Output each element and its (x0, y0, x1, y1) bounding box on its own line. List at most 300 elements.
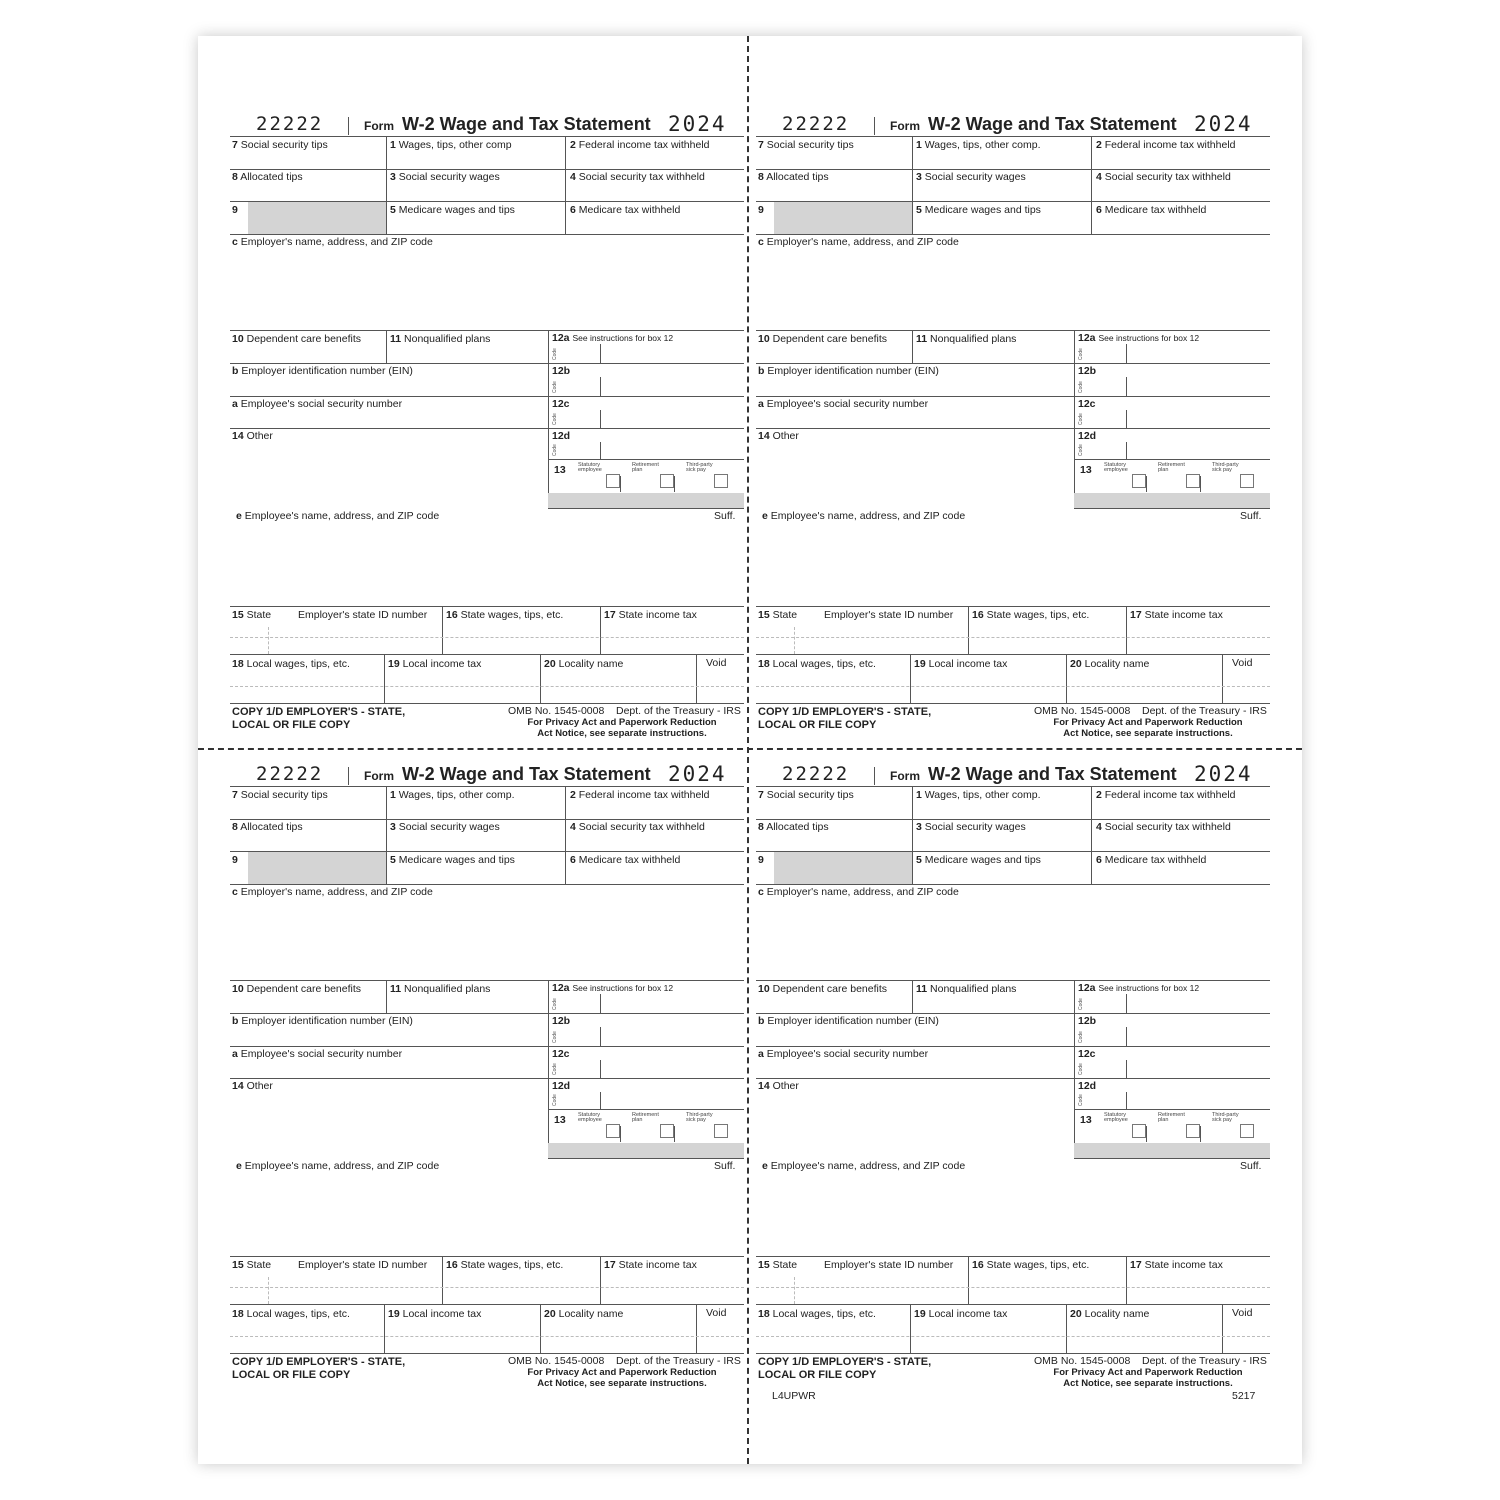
box-7-label-number: 7 (232, 139, 238, 151)
box-20-label-number: 20 (1070, 658, 1082, 670)
box-4-label (570, 171, 705, 183)
third-party-checkbox[interactable] (1240, 1124, 1254, 1138)
code-label: Code (1078, 998, 1084, 1010)
box-4-label-number: 4 (1096, 821, 1102, 833)
box-4-label-number: 4 (570, 821, 576, 833)
void-label: Void (706, 657, 727, 669)
dept-treasury: Dept. of the Treasury - IRS (1142, 705, 1267, 717)
box-6-label-number: 6 (1096, 854, 1102, 866)
box-16-label-text: State wages, tips, etc. (460, 1259, 564, 1271)
box-5-label (916, 854, 1041, 866)
box-6-label (1096, 854, 1206, 866)
box-16-label (972, 1259, 1089, 1271)
box-19-label-text: Local income tax (928, 658, 1008, 670)
box-15-label-text: State (246, 609, 272, 621)
box-15-label (758, 1259, 797, 1271)
box-7-label (758, 139, 854, 151)
box-c-label-number: c (232, 236, 238, 248)
form-copy-top-right (756, 112, 1270, 739)
dept-treasury: Dept. of the Treasury - IRS (616, 1355, 741, 1367)
box-11-label-number: 11 (916, 983, 928, 995)
box-17-label (604, 609, 697, 621)
box-12a-number: 12a (552, 982, 570, 994)
box-c-label (232, 886, 433, 898)
box-8-label-number: 8 (758, 171, 764, 183)
box-7-label-text: Social security tips (766, 789, 854, 801)
privacy-line-1: For Privacy Act and Paperwork Reduction (1053, 1367, 1243, 1378)
form-word: Form (890, 119, 920, 133)
box-9-shading (774, 202, 912, 234)
privacy-line-2: Act Notice, see separate instructions. (1063, 727, 1233, 739)
form-code: 22222 (256, 113, 324, 135)
vertical-cut-line (747, 36, 749, 1464)
box-3-label-number: 3 (916, 171, 922, 183)
box-16-label (446, 609, 563, 621)
box-15-label (232, 1259, 271, 1271)
privacy-line-2: Act Notice, see separate instructions. (537, 727, 707, 739)
box-19-label-number: 19 (388, 658, 400, 670)
box-10-label-text: Dependent care benefits (246, 333, 362, 345)
box-11-label-number: 11 (916, 333, 928, 345)
third-party-sick-pay-label: Third-party sick pay (1212, 1112, 1239, 1123)
box-18-label-text: Local wages, tips, etc. (772, 1308, 876, 1320)
box-15-label-number: 15 (232, 1259, 244, 1271)
code-label: Code (1078, 1031, 1084, 1043)
box-a-label (758, 1048, 928, 1060)
box-18-label-text: Local wages, tips, etc. (246, 658, 350, 670)
box-10-label-number: 10 (232, 983, 244, 995)
box-3-label-text: Social security wages (924, 821, 1026, 833)
box-5-label-number: 5 (390, 204, 396, 216)
box-2-label-number: 2 (570, 789, 576, 801)
box-8-label-number: 8 (232, 171, 238, 183)
box-8-label (232, 171, 303, 183)
box-4-label (1096, 821, 1231, 833)
copy-line-1: COPY 1/D EMPLOYER'S - STATE, (758, 706, 932, 718)
box-2-label (1096, 789, 1236, 801)
third-party-checkbox[interactable] (1240, 474, 1254, 488)
box-19-label (388, 658, 481, 670)
box-12b-label: 12b (552, 365, 571, 377)
box-17-label-text: State income tax (618, 1259, 697, 1271)
box-6-label-number: 6 (570, 854, 576, 866)
box-3-label (916, 171, 1026, 183)
box-12a-number: 12a (1078, 982, 1096, 994)
box-20-label-text: Locality name (1084, 1308, 1150, 1320)
box-1-label-text: Wages, tips, other comp (398, 139, 512, 151)
box-11-label-text: Nonqualified plans (930, 333, 1017, 345)
copy-line-1: COPY 1/D EMPLOYER'S - STATE, (232, 1356, 406, 1368)
third-party-sick-pay-label: Third-party sick pay (686, 1112, 713, 1123)
footer-left-code: L4UPWR (772, 1390, 816, 1402)
box-3-label (390, 171, 500, 183)
box-a-label-number: a (758, 398, 764, 410)
code-label: Code (552, 1094, 558, 1106)
box-6-label (570, 854, 680, 866)
form-word: Form (364, 119, 394, 133)
copy-designation (232, 706, 405, 732)
box-8-label (758, 171, 829, 183)
box-17-label-number: 17 (1130, 609, 1142, 621)
box-18-label (758, 658, 876, 670)
box-b-label-number: b (758, 365, 765, 377)
box-e-label (236, 510, 439, 522)
box-19-label (388, 1308, 481, 1320)
privacy-line-2: Act Notice, see separate instructions. (1063, 1377, 1233, 1389)
box-12a-text: See instructions for box 12 (572, 333, 674, 343)
box-16-label-number: 16 (446, 1259, 458, 1271)
box-b-label-number: b (758, 1015, 765, 1027)
void-label: Void (706, 1307, 727, 1319)
box-12a-label (552, 982, 673, 994)
form-title: W-2 Wage and Tax Statement (402, 764, 651, 784)
box-4-label (1096, 171, 1231, 183)
box-14-label-text: Other (772, 430, 799, 442)
code-label: Code (552, 998, 558, 1010)
box-8-label-number: 8 (232, 821, 238, 833)
box-1-label-number: 1 (390, 789, 396, 801)
box-6-label-text: Medicare tax withheld (578, 204, 681, 216)
box-8-label (232, 821, 303, 833)
box-15-label-number: 15 (758, 1259, 770, 1271)
box-19-label-number: 19 (914, 1308, 926, 1320)
box-20-label (544, 1308, 623, 1320)
box-18-label (232, 658, 350, 670)
form-year: 2024 (1194, 112, 1253, 136)
box-13-label: 13 (554, 464, 566, 476)
dept-treasury: Dept. of the Treasury - IRS (1142, 1355, 1267, 1367)
box-19-label-number: 19 (388, 1308, 400, 1320)
box-9-number: 9 (232, 204, 238, 216)
copy-line-2: LOCAL OR FILE COPY (758, 719, 877, 731)
box-18-label (758, 1308, 876, 1320)
retirement-checkbox[interactable] (1186, 1124, 1200, 1138)
box-12a-number: 12a (552, 332, 570, 344)
box-9-number: 9 (758, 854, 764, 866)
box-15-label-number: 15 (232, 609, 244, 621)
box-b-label (758, 1015, 939, 1027)
box-b-label-text: Employer identification number (EIN) (767, 1015, 939, 1027)
box-18-label-number: 18 (758, 1308, 770, 1320)
box-14-label-text: Other (246, 1080, 273, 1092)
box-15-label-text: State (772, 609, 798, 621)
retirement-plan-label: Retirement plan (1158, 462, 1185, 473)
third-party-sick-pay-label: Third-party sick pay (1212, 462, 1239, 473)
box-9-shading (248, 202, 386, 234)
box-1-label-number: 1 (916, 789, 922, 801)
box-14-label-text: Other (772, 1080, 799, 1092)
box-b-label (232, 1015, 413, 1027)
copy-line-1: COPY 1/D EMPLOYER'S - STATE, (232, 706, 406, 718)
box-2-label-text: Federal income tax withheld (578, 789, 710, 801)
box-12d-label: 12d (1078, 430, 1097, 442)
box-2-label-number: 2 (1096, 789, 1102, 801)
suffix-label: Suff. (1240, 510, 1262, 522)
form-copy-top-left (230, 112, 744, 739)
box-20-label-number: 20 (544, 1308, 556, 1320)
box-b-label (232, 365, 413, 377)
form-code: 22222 (256, 763, 324, 785)
horizontal-cut-line (198, 748, 1302, 750)
form-year: 2024 (668, 112, 727, 136)
box-9-number: 9 (232, 854, 238, 866)
box-19-label (914, 658, 1007, 670)
box-9-number: 9 (758, 204, 764, 216)
retirement-checkbox[interactable] (660, 1124, 674, 1138)
box-7-label-text: Social security tips (240, 789, 328, 801)
box-17-label-text: State income tax (1144, 1259, 1223, 1271)
box-7-label-text: Social security tips (240, 139, 328, 151)
box-16-label (972, 609, 1089, 621)
employer-state-id-label: Employer's state ID number (824, 1259, 954, 1271)
box-13-shading (1074, 493, 1270, 508)
box-4-label-text: Social security tax withheld (578, 171, 705, 183)
box-17-label-text: State income tax (1144, 609, 1223, 621)
box-13-label: 13 (554, 1114, 566, 1126)
statutory-checkbox[interactable] (1132, 474, 1146, 488)
box-1-label-text: Wages, tips, other comp. (924, 139, 1041, 151)
box-20-label-number: 20 (544, 658, 556, 670)
code-label: Code (552, 444, 558, 456)
box-10-label (758, 333, 887, 345)
box-1-label-number: 1 (390, 139, 396, 151)
box-2-label-text: Federal income tax withheld (578, 139, 710, 151)
box-2-label-text: Federal income tax withheld (1104, 789, 1236, 801)
privacy-notice (1028, 1368, 1268, 1389)
box-17-label (1130, 1259, 1223, 1271)
box-1-label-text: Wages, tips, other comp. (924, 789, 1041, 801)
code-label: Code (1078, 1094, 1084, 1106)
box-a-label-number: a (232, 398, 238, 410)
box-9-label (758, 204, 764, 216)
box-7-label-text: Social security tips (766, 139, 854, 151)
box-5-label-text: Medicare wages and tips (924, 204, 1041, 216)
box-9-shading (774, 852, 912, 884)
box-18-label (232, 1308, 350, 1320)
box-17-label-text: State income tax (618, 609, 697, 621)
box-b-label-text: Employer identification number (EIN) (241, 1015, 413, 1027)
box-19-label-text: Local income tax (402, 1308, 482, 1320)
box-7-label-number: 7 (758, 139, 764, 151)
box-6-label-text: Medicare tax withheld (578, 854, 681, 866)
box-14-label (232, 1080, 273, 1092)
box-20-label (1070, 658, 1149, 670)
box-11-label (916, 333, 1016, 345)
copy-designation (758, 706, 931, 732)
box-2-label-number: 2 (570, 139, 576, 151)
copy-line-2: LOCAL OR FILE COPY (232, 719, 351, 731)
box-e-label-text: Employee's name, address, and ZIP code (244, 1160, 440, 1172)
box-16-label-text: State wages, tips, etc. (986, 1259, 1090, 1271)
code-label: Code (1078, 348, 1084, 360)
box-e-label-number: e (762, 1160, 768, 1172)
privacy-notice (1028, 718, 1268, 739)
box-17-label-number: 17 (604, 609, 616, 621)
void-label: Void (1232, 657, 1253, 669)
box-b-label-text: Employer identification number (EIN) (241, 365, 413, 377)
statutory-employee-label: Statutory employee (1104, 462, 1128, 473)
privacy-line-1: For Privacy Act and Paperwork Reduction (1053, 717, 1243, 728)
code-label: Code (552, 1063, 558, 1075)
retirement-checkbox[interactable] (660, 474, 674, 488)
code-label: Code (552, 413, 558, 425)
box-c-label-text: Employer's name, address, and ZIP code (766, 236, 959, 248)
box-7-label (232, 139, 328, 151)
box-6-label (570, 204, 680, 216)
third-party-checkbox[interactable] (714, 1124, 728, 1138)
box-18-label-text: Local wages, tips, etc. (246, 1308, 350, 1320)
box-b-label-number: b (232, 365, 239, 377)
box-3-label-text: Social security wages (398, 171, 500, 183)
statutory-checkbox[interactable] (606, 474, 620, 488)
suffix-label: Suff. (1240, 1160, 1262, 1172)
code-label: Code (552, 348, 558, 360)
box-13-label: 13 (1080, 1114, 1092, 1126)
form-title: W-2 Wage and Tax Statement (928, 114, 1177, 134)
box-7-label-number: 7 (758, 789, 764, 801)
box-5-label (916, 204, 1041, 216)
void-label: Void (1232, 1307, 1253, 1319)
box-e-label-text: Employee's name, address, and ZIP code (244, 510, 440, 522)
box-13-label: 13 (1080, 464, 1092, 476)
box-12c-label: 12c (1078, 1048, 1096, 1060)
box-11-label (916, 983, 1016, 995)
box-6-label-number: 6 (1096, 204, 1102, 216)
box-4-label-text: Social security tax withheld (1104, 821, 1231, 833)
box-14-label (758, 430, 799, 442)
box-20-label-text: Locality name (558, 658, 624, 670)
form-code: 22222 (782, 113, 850, 135)
box-3-label-text: Social security wages (398, 821, 500, 833)
code-label: Code (1078, 444, 1084, 456)
box-12d-label: 12d (1078, 1080, 1097, 1092)
retirement-plan-label: Retirement plan (632, 462, 659, 473)
box-16-label (446, 1259, 563, 1271)
copy-line-2: LOCAL OR FILE COPY (758, 1369, 877, 1381)
box-10-label (758, 983, 887, 995)
box-6-label-number: 6 (570, 204, 576, 216)
box-16-label-text: State wages, tips, etc. (986, 609, 1090, 621)
statutory-checkbox[interactable] (606, 1124, 620, 1138)
box-e-label-number: e (762, 510, 768, 522)
box-19-label (914, 1308, 1007, 1320)
box-c-label (758, 886, 959, 898)
box-1-label-text: Wages, tips, other comp. (398, 789, 515, 801)
privacy-line-2: Act Notice, see separate instructions. (537, 1377, 707, 1389)
statutory-checkbox[interactable] (1132, 1124, 1146, 1138)
form-title: W-2 Wage and Tax Statement (402, 114, 651, 134)
box-19-label-text: Local income tax (928, 1308, 1008, 1320)
box-15-label-text: State (772, 1259, 798, 1271)
box-20-label-text: Locality name (1084, 658, 1150, 670)
box-c-label (758, 236, 959, 248)
omb-number: OMB No. 1545-0008 (1034, 1355, 1131, 1367)
box-15-label-text: State (246, 1259, 272, 1271)
box-a-label-text: Employee's social security number (240, 1048, 403, 1060)
omb-number: OMB No. 1545-0008 (1034, 705, 1131, 717)
box-10-label-number: 10 (232, 333, 244, 345)
box-c-label (232, 236, 433, 248)
form-word: Form (364, 769, 394, 783)
box-a-label-text: Employee's social security number (766, 1048, 929, 1060)
box-10-label-number: 10 (758, 983, 770, 995)
box-2-label (570, 139, 710, 151)
box-a-label (758, 398, 928, 410)
box-12a-label (1078, 332, 1199, 344)
box-12a-label (552, 332, 673, 344)
box-1-label-number: 1 (916, 139, 922, 151)
box-11-label-number: 11 (390, 333, 402, 345)
code-label: Code (1078, 381, 1084, 393)
box-1-label (916, 139, 1041, 151)
box-12a-text: See instructions for box 12 (572, 983, 674, 993)
box-11-label-number: 11 (390, 983, 402, 995)
privacy-notice (502, 1368, 742, 1389)
box-a-label-text: Employee's social security number (240, 398, 403, 410)
omb-number: OMB No. 1545-0008 (508, 1355, 605, 1367)
box-12c-label: 12c (1078, 398, 1096, 410)
statutory-employee-label: Statutory employee (578, 462, 602, 473)
retirement-checkbox[interactable] (1186, 474, 1200, 488)
code-label: Code (552, 381, 558, 393)
box-17-label-number: 17 (1130, 1259, 1142, 1271)
box-2-label-number: 2 (1096, 139, 1102, 151)
box-18-label-number: 18 (232, 1308, 244, 1320)
box-20-label (544, 658, 623, 670)
box-a-label-number: a (232, 1048, 238, 1060)
form-word: Form (890, 769, 920, 783)
box-5-label (390, 854, 515, 866)
copy-designation (232, 1356, 405, 1382)
box-14-label-number: 14 (758, 1080, 770, 1092)
statutory-employee-label: Statutory employee (578, 1112, 602, 1123)
statutory-employee-label: Statutory employee (1104, 1112, 1128, 1123)
copy-line-2: LOCAL OR FILE COPY (232, 1369, 351, 1381)
box-c-label-text: Employer's name, address, and ZIP code (240, 236, 433, 248)
box-18-label-number: 18 (232, 658, 244, 670)
box-10-label-text: Dependent care benefits (246, 983, 362, 995)
box-19-label-text: Local income tax (402, 658, 482, 670)
box-4-label-text: Social security tax withheld (578, 821, 705, 833)
omb-number: OMB No. 1545-0008 (508, 705, 605, 717)
box-3-label-number: 3 (390, 171, 396, 183)
box-e-label-number: e (236, 1160, 242, 1172)
box-1-label (390, 789, 515, 801)
privacy-line-1: For Privacy Act and Paperwork Reduction (527, 717, 717, 728)
privacy-line-1: For Privacy Act and Paperwork Reduction (527, 1367, 717, 1378)
box-12d-label: 12d (552, 1080, 571, 1092)
box-3-label-number: 3 (916, 821, 922, 833)
box-4-label-text: Social security tax withheld (1104, 171, 1231, 183)
third-party-checkbox[interactable] (714, 474, 728, 488)
box-12b-label: 12b (1078, 365, 1097, 377)
box-5-label (390, 204, 515, 216)
box-12a-text: See instructions for box 12 (1098, 983, 1200, 993)
box-14-label-number: 14 (232, 1080, 244, 1092)
employer-state-id-label: Employer's state ID number (298, 1259, 428, 1271)
box-2-label-text: Federal income tax withheld (1104, 139, 1236, 151)
box-4-label-number: 4 (1096, 171, 1102, 183)
box-9-label (232, 854, 238, 866)
box-10-label-text: Dependent care benefits (772, 333, 888, 345)
box-9-label (758, 854, 764, 866)
box-a-label (232, 398, 402, 410)
box-10-label (232, 983, 361, 995)
box-12c-label: 12c (552, 398, 570, 410)
box-3-label (390, 821, 500, 833)
box-14-label-number: 14 (758, 430, 770, 442)
box-c-label-number: c (758, 886, 764, 898)
